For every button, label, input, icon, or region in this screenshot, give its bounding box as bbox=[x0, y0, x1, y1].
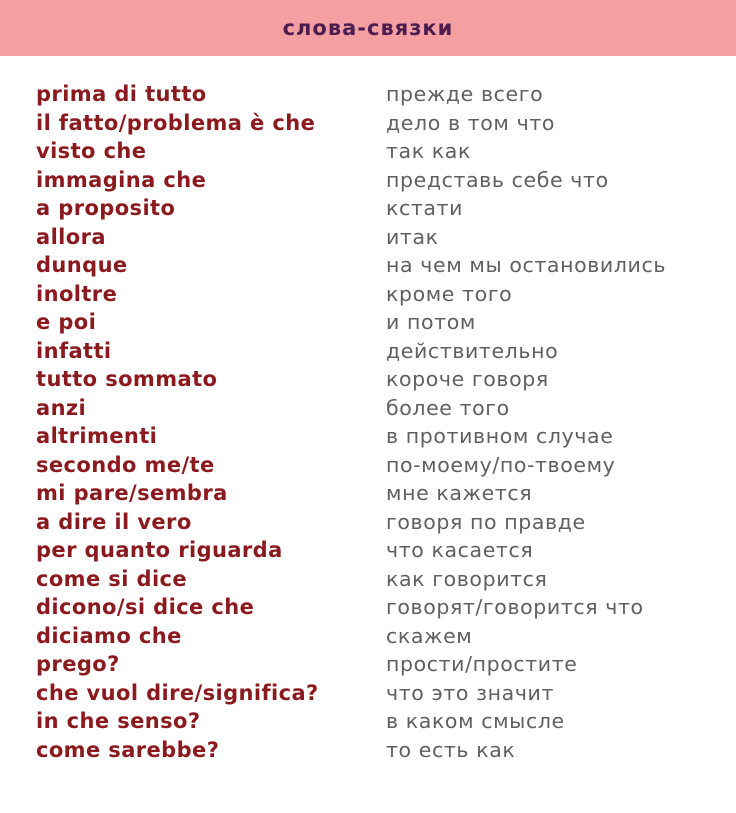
russian-translation: более того bbox=[386, 395, 510, 420]
phrase-row bbox=[0, 451, 736, 480]
italian-phrase: diciamo che bbox=[36, 623, 182, 648]
russian-translation: так как bbox=[386, 139, 471, 163]
russian-translation: в каком смысле bbox=[386, 709, 565, 733]
italian-phrase: inoltre bbox=[36, 281, 118, 306]
italian-phrase: visto che bbox=[36, 139, 147, 163]
russian-translation: в противном случае bbox=[386, 424, 614, 448]
phrase-row bbox=[0, 223, 736, 252]
phrase-list bbox=[0, 80, 736, 764]
italian-phrase: come si dice bbox=[36, 566, 188, 591]
russian-translation: и потом bbox=[386, 310, 476, 334]
italian-phrase: infatti bbox=[36, 338, 112, 363]
phrase-row bbox=[0, 394, 736, 423]
phrase-row bbox=[0, 593, 736, 622]
italian-phrase: mi pare/sembra bbox=[36, 481, 228, 505]
italian-phrase: a dire il vero bbox=[36, 509, 192, 534]
russian-translation: что это значит bbox=[386, 680, 555, 705]
phrase-row bbox=[0, 194, 736, 223]
russian-translation: дело в том что bbox=[386, 110, 556, 135]
italian-phrase: dicono/si dice che bbox=[36, 595, 255, 619]
russian-translation: говорят/говорится что bbox=[386, 595, 644, 619]
italian-phrase: a proposito bbox=[36, 196, 176, 220]
russian-translation: представь себе что bbox=[386, 167, 609, 192]
phrase-row bbox=[0, 251, 736, 280]
italian-phrase: altrimenti bbox=[36, 424, 158, 448]
phrase-row bbox=[0, 508, 736, 537]
russian-translation: прежде всего bbox=[386, 82, 544, 106]
header-banner bbox=[0, 0, 736, 56]
phrase-row bbox=[0, 736, 736, 765]
russian-translation: то есть как bbox=[386, 737, 516, 762]
phrase-row bbox=[0, 166, 736, 195]
phrase-row bbox=[0, 679, 736, 708]
phrase-row bbox=[0, 80, 736, 109]
italian-phrase: il fatto/problema è che bbox=[36, 110, 316, 135]
russian-translation: кстати bbox=[386, 196, 464, 220]
italian-phrase: e poi bbox=[36, 310, 97, 334]
phrase-row bbox=[0, 308, 736, 337]
italian-phrase: immagina che bbox=[36, 167, 207, 192]
italian-phrase: dunque bbox=[36, 253, 128, 277]
phrase-row bbox=[0, 622, 736, 651]
phrase-row bbox=[0, 280, 736, 309]
page-title: слова-связки bbox=[282, 16, 454, 40]
russian-translation: по-моему/по-твоему bbox=[386, 452, 616, 477]
phrase-row bbox=[0, 137, 736, 166]
phrase-row bbox=[0, 650, 736, 679]
phrase-row bbox=[0, 365, 736, 394]
russian-translation: скажем bbox=[386, 623, 473, 648]
russian-translation: действительно bbox=[386, 338, 559, 363]
phrase-row bbox=[0, 707, 736, 736]
italian-phrase: secondo me/te bbox=[36, 452, 215, 477]
italian-phrase: che vuol dire/significa? bbox=[36, 680, 319, 705]
italian-phrase: allora bbox=[36, 224, 106, 249]
russian-translation: на чем мы остановились bbox=[386, 253, 667, 277]
phrase-row bbox=[0, 422, 736, 451]
italian-phrase: in che senso? bbox=[36, 709, 201, 733]
russian-translation: итак bbox=[386, 224, 439, 249]
russian-translation: кроме того bbox=[386, 281, 513, 306]
russian-translation: прости/простите bbox=[386, 652, 578, 676]
italian-phrase: per quanto riguarda bbox=[36, 538, 283, 562]
russian-translation: как говорится bbox=[386, 566, 548, 591]
phrase-row bbox=[0, 337, 736, 366]
russian-translation: короче говоря bbox=[386, 367, 549, 391]
phrase-row bbox=[0, 565, 736, 594]
phrase-row bbox=[0, 479, 736, 508]
italian-phrase: prego? bbox=[36, 652, 120, 676]
russian-translation: мне кажется bbox=[386, 481, 533, 505]
italian-phrase: anzi bbox=[36, 395, 87, 420]
russian-translation: говоря по правде bbox=[386, 509, 586, 534]
italian-phrase: tutto sommato bbox=[36, 367, 218, 391]
phrase-row bbox=[0, 109, 736, 138]
phrase-row bbox=[0, 536, 736, 565]
italian-phrase: prima di tutto bbox=[36, 82, 207, 106]
italian-phrase: come sarebbe? bbox=[36, 737, 220, 762]
russian-translation: что касается bbox=[386, 538, 534, 562]
